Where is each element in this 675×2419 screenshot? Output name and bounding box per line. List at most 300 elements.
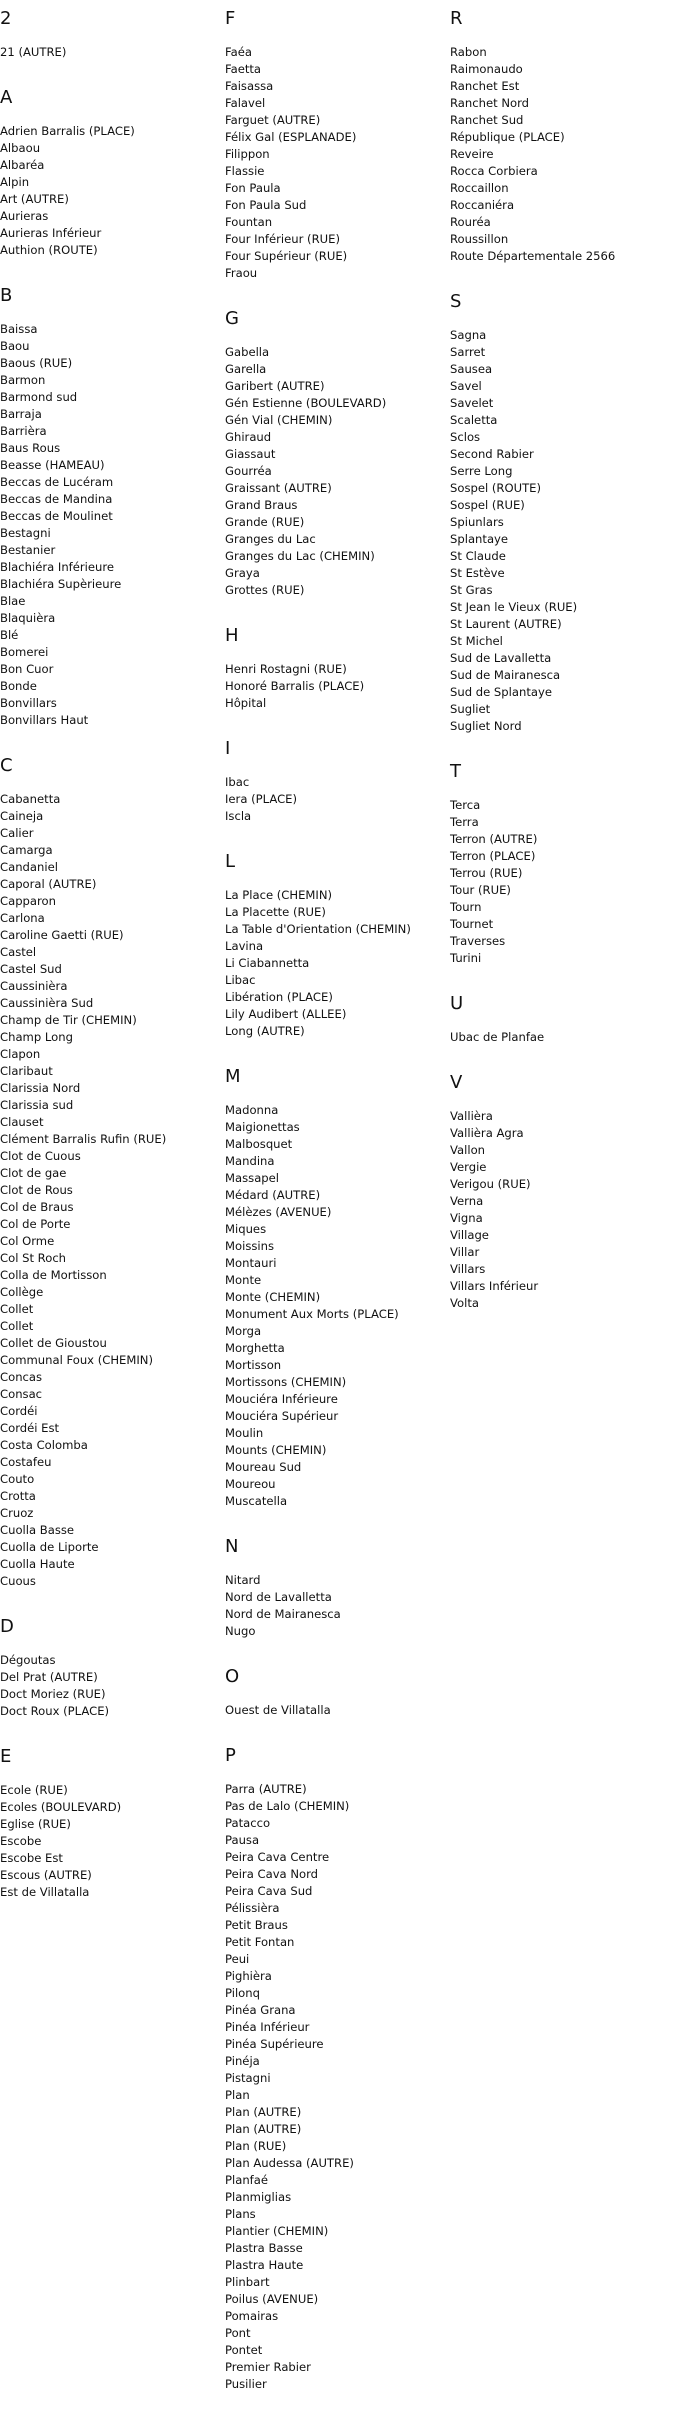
street-link[interactable]: Village xyxy=(450,1228,489,1242)
street-list-item xyxy=(0,678,220,695)
street-link[interactable]: Peira Cava Centre xyxy=(225,1850,330,1864)
street-link[interactable]: Clarissia sud xyxy=(0,1098,74,1112)
street-link[interactable]: Poilus (AVENUE) xyxy=(225,2292,319,2306)
street-list-item xyxy=(225,808,445,825)
street-link[interactable]: Blé xyxy=(0,628,19,642)
street-link[interactable]: Eglise (RUE) xyxy=(0,1817,71,1831)
street-link[interactable]: Second Rabier xyxy=(450,447,534,461)
street-link[interactable]: Sausea xyxy=(450,362,493,376)
street-list-item xyxy=(225,2138,445,2155)
street-link[interactable]: Nord de Lavalletta xyxy=(225,1590,332,1604)
street-link[interactable]: Gén Estienne (BOULEVARD) xyxy=(225,396,387,410)
street-link[interactable]: Blae xyxy=(0,594,26,608)
street-link[interactable]: Tour (RUE) xyxy=(450,883,511,897)
street-link[interactable]: Pontet xyxy=(225,2343,263,2357)
street-link[interactable]: Moissins xyxy=(225,1239,275,1253)
street-link[interactable]: Pinéa Supérieure xyxy=(225,2037,324,2051)
street-link[interactable]: Fountan xyxy=(225,215,273,229)
street-link[interactable]: Blachiéra Inférieure xyxy=(0,560,115,574)
street-link[interactable]: Petit Fontan xyxy=(225,1935,295,1949)
street-link[interactable]: Peui xyxy=(225,1952,250,1966)
street-list-item xyxy=(225,1883,445,1900)
street-link[interactable]: Moureau Sud xyxy=(225,1460,302,1474)
street-link[interactable]: Cuous xyxy=(0,1574,36,1588)
street-link[interactable]: Route Départementale 2566 xyxy=(450,249,616,263)
street-link[interactable]: Garibert (AUTRE) xyxy=(225,379,325,393)
street-link[interactable]: Ecole (RUE) xyxy=(0,1783,68,1797)
street-link[interactable]: Mouciéra Inférieure xyxy=(225,1392,338,1406)
street-link[interactable]: Baous (RUE) xyxy=(0,356,73,370)
street-link[interactable]: Costafeu xyxy=(0,1455,52,1469)
street-link[interactable]: Grande (RUE) xyxy=(225,515,305,529)
street-link[interactable]: Grottes (RUE) xyxy=(225,583,305,597)
street-link[interactable]: Peira Cava Sud xyxy=(225,1884,313,1898)
street-list-item xyxy=(450,361,670,378)
street-link[interactable]: Splantaye xyxy=(450,532,509,546)
street-link[interactable]: Pont xyxy=(225,2326,251,2340)
street-link[interactable]: Roussillon xyxy=(450,232,509,246)
street-link[interactable]: Ranchet Nord xyxy=(450,96,530,110)
street-link[interactable]: Villars Inférieur xyxy=(450,1279,539,1293)
street-list-item xyxy=(0,1233,220,1250)
street-link[interactable]: Colla de Mortisson xyxy=(0,1268,107,1282)
street-link[interactable]: Nitard xyxy=(225,1573,261,1587)
street-list-item xyxy=(0,610,220,627)
street-link[interactable]: Long (AUTRE) xyxy=(225,1024,305,1038)
street-link[interactable]: Rouréa xyxy=(450,215,491,229)
street-link[interactable]: Clarissia Nord xyxy=(0,1081,81,1095)
street-link[interactable]: Faetta xyxy=(225,62,262,76)
street-link[interactable]: Terron (PLACE) xyxy=(450,849,536,863)
street-link[interactable]: Morga xyxy=(225,1324,262,1338)
street-link[interactable]: Escous (AUTRE) xyxy=(0,1868,92,1882)
street-link[interactable]: Giassaut xyxy=(225,447,276,461)
street-link[interactable]: Vallon xyxy=(450,1143,486,1157)
street-link[interactable]: Champ Long xyxy=(0,1030,73,1044)
street-link[interactable]: Plastra Basse xyxy=(225,2241,303,2255)
street-link[interactable]: Clot de Rous xyxy=(0,1183,73,1197)
street-link[interactable]: Ranchet Est xyxy=(450,79,520,93)
street-link[interactable]: Cordéi xyxy=(0,1404,38,1418)
street-link[interactable]: Iera (PLACE) xyxy=(225,792,298,806)
letter-heading: H xyxy=(225,625,239,646)
street-link[interactable]: St Michel xyxy=(450,634,503,648)
street-link[interactable]: Massapel xyxy=(225,1171,280,1185)
street-link[interactable]: Gourréa xyxy=(225,464,272,478)
street-link[interactable]: Pinéa Grana xyxy=(225,2003,296,2017)
street-link[interactable]: Monument Aux Morts (PLACE) xyxy=(225,1307,399,1321)
street-link[interactable]: Castel Sud xyxy=(0,962,62,976)
street-link[interactable]: Concas xyxy=(0,1370,43,1384)
street-link[interactable]: Cabanetta xyxy=(0,792,61,806)
street-link[interactable]: Libération (PLACE) xyxy=(225,990,333,1004)
street-link[interactable]: Plan (AUTRE) xyxy=(225,2122,302,2136)
street-link[interactable]: Collet xyxy=(0,1302,34,1316)
street-link[interactable]: Spiunlars xyxy=(450,515,504,529)
street-link[interactable]: Moulin xyxy=(225,1426,264,1440)
street-link[interactable]: Aurieras Inférieur xyxy=(0,226,102,240)
street-link[interactable]: Morghetta xyxy=(225,1341,285,1355)
street-link[interactable]: Caroline Gaetti (RUE) xyxy=(0,928,124,942)
street-link[interactable]: Pausa xyxy=(225,1833,260,1847)
street-link[interactable]: Muscatella xyxy=(225,1494,288,1508)
street-link[interactable]: Félix Gal (ESPLANADE) xyxy=(225,130,357,144)
street-link[interactable]: St Claude xyxy=(450,549,506,563)
street-link[interactable]: Nord de Mairanesca xyxy=(225,1607,341,1621)
street-link[interactable]: Mortisson xyxy=(225,1358,282,1372)
street-link[interactable]: Honoré Barralis (PLACE) xyxy=(225,679,365,693)
street-link[interactable]: Baissa xyxy=(0,322,38,336)
street-link[interactable]: Savel xyxy=(450,379,482,393)
street-list-item xyxy=(0,876,220,893)
street-link[interactable]: Pilonq xyxy=(225,1986,260,2000)
street-link[interactable]: Granges du Lac (CHEMIN) xyxy=(225,549,375,563)
street-link[interactable]: Calier xyxy=(0,826,34,840)
street-link[interactable]: Sarret xyxy=(450,345,486,359)
street-link[interactable]: Col de Braus xyxy=(0,1200,74,1214)
street-link[interactable]: Faisassa xyxy=(225,79,274,93)
street-list-item xyxy=(450,197,670,214)
street-link[interactable]: Garella xyxy=(225,362,267,376)
street-link[interactable]: St Laurent (AUTRE) xyxy=(450,617,562,631)
street-list-item xyxy=(225,129,445,146)
street-link[interactable]: Caussinièra xyxy=(0,979,68,993)
street-link[interactable]: Caussinièra Sud xyxy=(0,996,94,1010)
street-link[interactable]: Couto xyxy=(0,1472,35,1486)
street-link[interactable]: Villar xyxy=(450,1245,480,1259)
street-link[interactable]: Art (AUTRE) xyxy=(0,192,69,206)
street-link[interactable]: Monte (CHEMIN) xyxy=(225,1290,321,1304)
street-link[interactable]: Four Supérieur (RUE) xyxy=(225,249,348,263)
street-link[interactable]: Crotta xyxy=(0,1489,36,1503)
street-link[interactable]: Sospel (ROUTE) xyxy=(450,481,542,495)
street-link[interactable]: Pinéja xyxy=(225,2054,260,2068)
street-list-item xyxy=(450,1261,670,1278)
street-link[interactable]: Pistagni xyxy=(225,2071,271,2085)
street-link[interactable]: Bonvillars xyxy=(0,696,57,710)
street-link[interactable]: Bonvillars Haut xyxy=(0,713,89,727)
street-link[interactable]: Fon Paula xyxy=(225,181,281,195)
street-list-item xyxy=(225,2036,445,2053)
letter-heading: E xyxy=(0,1746,12,1767)
street-link[interactable]: Savelet xyxy=(450,396,494,410)
street-link[interactable]: Graya xyxy=(225,566,260,580)
street-link[interactable]: Cuolla Basse xyxy=(0,1523,75,1537)
street-link[interactable]: Barraja xyxy=(0,407,42,421)
street-link[interactable]: Mounts (CHEMIN) xyxy=(225,1443,327,1457)
street-link[interactable]: Médard (AUTRE) xyxy=(225,1188,321,1202)
street-link[interactable]: Rocca Corbiera xyxy=(450,164,538,178)
street-link[interactable]: Terra xyxy=(450,815,479,829)
street-link[interactable]: Malbosquet xyxy=(225,1137,293,1151)
street-link[interactable]: Pusilier xyxy=(225,2377,267,2391)
street-link[interactable]: Bestagni xyxy=(0,526,51,540)
street-list-item xyxy=(0,1199,220,1216)
street-list-item xyxy=(0,791,220,808)
street-link[interactable]: Ranchet Sud xyxy=(450,113,524,127)
street-list-item xyxy=(225,1459,445,1476)
street-link[interactable]: Sud de Splantaye xyxy=(450,685,552,699)
street-link[interactable]: Iscla xyxy=(225,809,252,823)
street-link[interactable]: Cuolla de Liporte xyxy=(0,1540,99,1554)
street-link[interactable]: Reveire xyxy=(450,147,494,161)
street-link[interactable]: Fraou xyxy=(225,266,258,280)
street-link[interactable]: Camarga xyxy=(0,843,53,857)
street-list-item xyxy=(225,78,445,95)
street-link[interactable]: Caineja xyxy=(0,809,44,823)
street-link[interactable]: Traverses xyxy=(450,934,506,948)
street-list-item xyxy=(450,214,670,231)
street-link[interactable]: Col de Porte xyxy=(0,1217,71,1231)
street-link[interactable]: Beasse (HAMEAU) xyxy=(0,458,105,472)
street-link[interactable]: Plan (RUE) xyxy=(225,2139,287,2153)
street-link[interactable]: Plan (AUTRE) xyxy=(225,2105,302,2119)
street-list-item xyxy=(225,904,445,921)
street-link[interactable]: Collet de Gioustou xyxy=(0,1336,107,1350)
street-link[interactable]: Vigna xyxy=(450,1211,483,1225)
street-list-item xyxy=(225,1832,445,1849)
street-link[interactable]: Doct Roux (PLACE) xyxy=(0,1704,110,1718)
street-link[interactable]: Rabon xyxy=(450,45,487,59)
street-link[interactable]: Clément Barralis Rufin (RUE) xyxy=(0,1132,167,1146)
street-list-item xyxy=(225,1023,445,1040)
street-link[interactable]: Sugliet xyxy=(450,702,491,716)
street-link[interactable]: Pas de Lalo (CHEMIN) xyxy=(225,1799,350,1813)
street-link[interactable]: La Table d'Orientation (CHEMIN) xyxy=(225,922,411,936)
street-link[interactable]: Pinéa Inférieur xyxy=(225,2020,310,2034)
street-link[interactable]: Clauset xyxy=(0,1115,44,1129)
street-link[interactable]: Plinbart xyxy=(225,2275,270,2289)
street-link[interactable]: Cuolla Haute xyxy=(0,1557,75,1571)
street-link[interactable]: Madonna xyxy=(225,1103,279,1117)
street-link[interactable]: Blachiéra Supèrieure xyxy=(0,577,122,591)
street-link[interactable]: Turini xyxy=(450,951,482,965)
street-link[interactable]: Vergie xyxy=(450,1160,487,1174)
street-link[interactable]: Miques xyxy=(225,1222,267,1236)
street-link[interactable]: Beccas de Mandina xyxy=(0,492,113,506)
street-link[interactable]: Col St Roch xyxy=(0,1251,67,1265)
street-link[interactable]: Beccas de Lucéram xyxy=(0,475,114,489)
street-link[interactable]: Ecoles (BOULEVARD) xyxy=(0,1800,122,1814)
street-link[interactable]: Planfaé xyxy=(225,2173,268,2187)
street-link[interactable]: Scaletta xyxy=(450,413,498,427)
street-link[interactable]: Monte xyxy=(225,1273,262,1287)
street-link[interactable]: Hôpital xyxy=(225,696,267,710)
street-link[interactable]: Plastra Haute xyxy=(225,2258,304,2272)
street-list-item xyxy=(450,1125,670,1142)
street-link[interactable]: Champ de Tir (CHEMIN) xyxy=(0,1013,137,1027)
street-link[interactable]: Gén Vial (CHEMIN) xyxy=(225,413,333,427)
street-link[interactable]: La Place (CHEMIN) xyxy=(225,888,333,902)
street-link[interactable]: Lily Audibert (ALLEE) xyxy=(225,1007,347,1021)
street-link[interactable]: 21 (AUTRE) xyxy=(0,45,67,59)
street-link[interactable]: Escobe xyxy=(0,1834,42,1848)
street-link[interactable]: Bestanier xyxy=(0,543,56,557)
street-link[interactable]: Tournet xyxy=(450,917,494,931)
street-link[interactable]: Albaou xyxy=(0,141,41,155)
street-link[interactable]: Lavina xyxy=(225,939,264,953)
street-link[interactable]: Ghiraud xyxy=(225,430,272,444)
street-list-item xyxy=(0,1029,220,1046)
street-link[interactable]: Plan Audessa (AUTRE) xyxy=(225,2156,354,2170)
street-link[interactable]: Cruoz xyxy=(0,1506,34,1520)
street-link[interactable]: Vallièra xyxy=(450,1109,493,1123)
street-link[interactable]: Farguet (AUTRE) xyxy=(225,113,321,127)
street-link[interactable]: Collet xyxy=(0,1319,34,1333)
street-list-item xyxy=(225,678,445,695)
street-link[interactable]: Villars xyxy=(450,1262,486,1276)
street-link[interactable]: Filippon xyxy=(225,147,270,161)
street-list-item xyxy=(450,78,670,95)
street-list-item xyxy=(450,1193,670,1210)
letter-group xyxy=(450,993,670,1046)
street-link[interactable]: Mandina xyxy=(225,1154,275,1168)
street-link[interactable]: Roccaillon xyxy=(450,181,509,195)
street-list-item xyxy=(225,1136,445,1153)
street-list-item xyxy=(450,1176,670,1193)
street-link[interactable]: Sagna xyxy=(450,328,487,342)
street-link[interactable]: Candaniel xyxy=(0,860,58,874)
street-link[interactable]: Ibac xyxy=(225,775,250,789)
street-link[interactable]: Communal Foux (CHEMIN) xyxy=(0,1353,154,1367)
street-link[interactable]: Volta xyxy=(450,1296,479,1310)
street-list-item xyxy=(225,2376,445,2393)
street-list-item xyxy=(225,1102,445,1119)
street-link[interactable]: Sud de Lavalletta xyxy=(450,651,552,665)
street-link[interactable]: Gabella xyxy=(225,345,270,359)
street-link[interactable]: Henri Rostagni (RUE) xyxy=(225,662,347,676)
street-link[interactable]: Roccaniéra xyxy=(450,198,515,212)
street-link[interactable]: Barrièra xyxy=(0,424,47,438)
street-link[interactable]: Moureou xyxy=(225,1477,276,1491)
street-link[interactable]: Caporal (AUTRE) xyxy=(0,877,97,891)
street-link[interactable]: Patacco xyxy=(225,1816,271,1830)
street-link[interactable]: Peira Cava Nord xyxy=(225,1867,319,1881)
street-link[interactable]: République (PLACE) xyxy=(450,130,565,144)
street-link[interactable]: Castel xyxy=(0,945,37,959)
street-link[interactable]: Planmiglias xyxy=(225,2190,292,2204)
street-link[interactable]: Sclos xyxy=(450,430,481,444)
street-link[interactable]: Mouciéra Supérieur xyxy=(225,1409,339,1423)
street-link[interactable]: Authion (ROUTE) xyxy=(0,243,98,257)
street-link[interactable]: Plantier (CHEMIN) xyxy=(225,2224,329,2238)
street-link[interactable]: Collège xyxy=(0,1285,44,1299)
street-link[interactable]: Baou xyxy=(0,339,30,353)
street-link[interactable]: Capparon xyxy=(0,894,56,908)
street-list-item xyxy=(225,1255,445,1272)
street-list-item xyxy=(0,355,220,372)
street-link[interactable]: Aurieras xyxy=(0,209,49,223)
street-link[interactable]: Plans xyxy=(225,2207,256,2221)
street-link[interactable]: Parra (AUTRE) xyxy=(225,1782,307,1796)
street-link[interactable]: Alpin xyxy=(0,175,30,189)
street-link[interactable]: Bomerei xyxy=(0,645,49,659)
street-link[interactable]: Pomairas xyxy=(225,2309,279,2323)
street-link[interactable]: Cordéi Est xyxy=(0,1421,60,1435)
street-link[interactable]: Clapon xyxy=(0,1047,41,1061)
street-link[interactable]: Mélèzes (AVENUE) xyxy=(225,1205,332,1219)
street-link[interactable]: Del Prat (AUTRE) xyxy=(0,1670,98,1684)
street-link[interactable]: Verigou (RUE) xyxy=(450,1177,531,1191)
street-link[interactable]: St Jean le Vieux (RUE) xyxy=(450,600,578,614)
street-list xyxy=(0,44,220,61)
street-link[interactable]: Doct Moriez (RUE) xyxy=(0,1687,106,1701)
street-link[interactable]: Tourn xyxy=(450,900,482,914)
street-link[interactable]: St Gras xyxy=(450,583,493,597)
street-link[interactable]: Flassie xyxy=(225,164,265,178)
street-list-item xyxy=(450,814,670,831)
street-link[interactable]: Raimonaudo xyxy=(450,62,523,76)
street-link[interactable]: Verna xyxy=(450,1194,484,1208)
street-link[interactable]: Bonde xyxy=(0,679,37,693)
street-link[interactable]: Vallièra Agra xyxy=(450,1126,524,1140)
street-link[interactable]: Clot de gae xyxy=(0,1166,67,1180)
street-link[interactable]: Claribaut xyxy=(0,1064,53,1078)
street-link[interactable]: Beccas de Moulinet xyxy=(0,509,113,523)
street-list-item xyxy=(225,2291,445,2308)
street-link[interactable]: Premier Rabier xyxy=(225,2360,311,2374)
street-link[interactable]: Baus Rous xyxy=(0,441,61,455)
street-link[interactable]: Sugliet Nord xyxy=(450,719,522,733)
street-link[interactable]: Sud de Mairanesca xyxy=(450,668,561,682)
street-link[interactable]: Barmond sud xyxy=(0,390,78,404)
street-link[interactable]: Adrien Barralis (PLACE) xyxy=(0,124,135,138)
street-list-item xyxy=(0,1114,220,1131)
street-link[interactable]: Plan xyxy=(225,2088,250,2102)
street-link[interactable]: Mortissons (CHEMIN) xyxy=(225,1375,347,1389)
street-link[interactable]: Clot de Cuous xyxy=(0,1149,81,1163)
street-link[interactable]: Graissant (AUTRE) xyxy=(225,481,332,495)
street-link[interactable]: Petit Braus xyxy=(225,1918,288,1932)
street-link[interactable]: Blaquièra xyxy=(0,611,56,625)
street-link[interactable]: Four Inférieur (RUE) xyxy=(225,232,340,246)
street-list-item xyxy=(225,265,445,282)
street-link[interactable]: Fon Paula Sud xyxy=(225,198,307,212)
street-link[interactable]: Pighièra xyxy=(225,1969,272,1983)
street-link[interactable]: St Estève xyxy=(450,566,505,580)
street-link[interactable]: Barmon xyxy=(0,373,46,387)
street-link[interactable]: Nugo xyxy=(225,1624,256,1638)
street-link[interactable]: Carlona xyxy=(0,911,45,925)
street-link[interactable]: Falavel xyxy=(225,96,266,110)
street-link[interactable]: Consac xyxy=(0,1387,43,1401)
street-link[interactable]: Ubac de Planfae xyxy=(450,1030,545,1044)
street-link[interactable]: Albaréa xyxy=(0,158,45,172)
street-link[interactable]: Grand Braus xyxy=(225,498,298,512)
street-link[interactable]: Terrou (RUE) xyxy=(450,866,523,880)
street-link[interactable]: Terron (AUTRE) xyxy=(450,832,538,846)
street-link[interactable]: Dégoutas xyxy=(0,1653,56,1667)
street-link[interactable]: Escobe Est xyxy=(0,1851,63,1865)
street-link[interactable]: Granges du Lac xyxy=(225,532,316,546)
street-link[interactable]: Est de Villatalla xyxy=(0,1885,90,1899)
street-link[interactable]: Pélissièra xyxy=(225,1901,280,1915)
street-link[interactable]: Terca xyxy=(450,798,481,812)
street-link[interactable]: Ouest de Villatalla xyxy=(225,1703,331,1717)
street-link[interactable]: Costa Colomba xyxy=(0,1438,88,1452)
street-link[interactable]: Montauri xyxy=(225,1256,277,1270)
street-link[interactable]: Sospel (RUE) xyxy=(450,498,525,512)
street-link[interactable]: Bon Cuor xyxy=(0,662,54,676)
street-link[interactable]: Serre Long xyxy=(450,464,513,478)
street-list-item xyxy=(225,248,445,265)
street-link[interactable]: Col Orme xyxy=(0,1234,55,1248)
street-link[interactable]: La Placette (RUE) xyxy=(225,905,326,919)
street-link[interactable]: Libac xyxy=(225,973,256,987)
street-link[interactable]: Maigionettas xyxy=(225,1120,300,1134)
street-link[interactable]: Li Ciabannetta xyxy=(225,956,310,970)
street-link[interactable]: Faéa xyxy=(225,45,252,59)
